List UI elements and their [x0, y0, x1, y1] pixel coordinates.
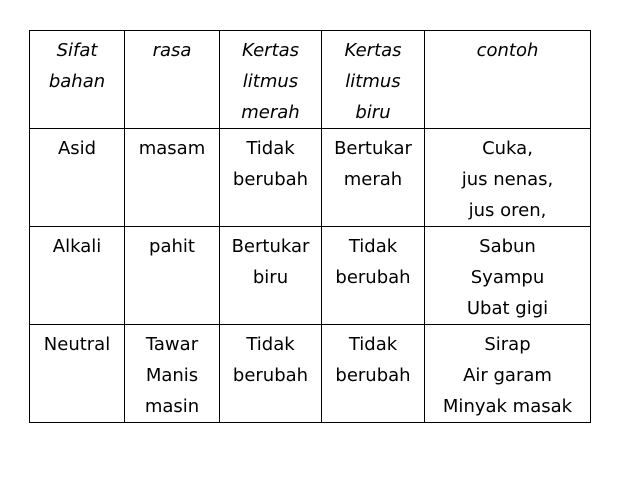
cell-text: masam — [138, 138, 206, 159]
header-text: Kertas — [241, 40, 300, 61]
cell-sifat — [30, 227, 125, 325]
cell-rasa — [125, 227, 220, 325]
cell-text: Tidak — [348, 334, 398, 355]
header-kertas-litmus-merah — [220, 31, 322, 129]
header-text: merah — [241, 102, 300, 123]
cell-litmus-biru — [322, 325, 425, 423]
cell-text: Air garam — [463, 365, 552, 386]
table-row — [30, 227, 591, 325]
cell-text: jus nenas, — [461, 169, 554, 190]
header-text: bahan — [48, 71, 106, 92]
cell-text: masin — [144, 396, 200, 417]
cell-text: Bertukar — [231, 236, 310, 257]
cell-text: Sirap — [484, 334, 531, 355]
cell-text: Alkali — [52, 236, 102, 257]
cell-text: Asid — [57, 138, 97, 159]
cell-litmus-merah — [220, 129, 322, 227]
cell-text: Tidak — [246, 138, 295, 159]
cell-rasa — [125, 129, 220, 227]
cell-text: berubah — [232, 169, 309, 190]
cell-text: berubah — [335, 365, 411, 386]
cell-text: Cuka, — [482, 138, 533, 159]
cell-text: merah — [343, 169, 403, 190]
cell-text: Syampu — [470, 267, 545, 288]
header-text: litmus — [242, 71, 299, 92]
cell-contoh — [425, 227, 591, 325]
cell-text: Bertukar — [334, 138, 412, 159]
header-text: contoh — [476, 40, 539, 61]
header-kertas-litmus-biru — [322, 31, 425, 129]
table-row — [30, 129, 591, 227]
cell-sifat — [30, 325, 125, 423]
cell-text: Minyak masak — [442, 396, 573, 417]
cell-litmus-biru — [322, 129, 425, 227]
cell-text: Sabun — [479, 236, 536, 257]
cell-text: berubah — [232, 365, 309, 386]
cell-rasa — [125, 325, 220, 423]
cell-litmus-merah — [220, 227, 322, 325]
cell-litmus-merah — [220, 325, 322, 423]
cell-text: Tawar — [145, 334, 199, 355]
cell-text: Tidak — [348, 236, 398, 257]
cell-litmus-biru — [322, 227, 425, 325]
header-text: rasa — [152, 40, 192, 61]
properties-table — [29, 30, 591, 423]
cell-text: Tidak — [246, 334, 295, 355]
table-row — [30, 325, 591, 423]
header-text: Sifat — [56, 40, 98, 61]
cell-contoh — [425, 325, 591, 423]
cell-text: Manis — [145, 365, 199, 386]
header-text: litmus — [345, 71, 401, 92]
header-row — [30, 31, 591, 129]
cell-text: Ubat gigi — [466, 298, 549, 319]
cell-sifat — [30, 129, 125, 227]
cell-text: Neutral — [43, 334, 111, 355]
header-contoh — [425, 31, 591, 129]
header-rasa — [125, 31, 220, 129]
header-text: Kertas — [344, 40, 402, 61]
cell-text: berubah — [335, 267, 411, 288]
cell-text: pahit — [149, 236, 195, 257]
cell-text: biru — [252, 267, 289, 288]
header-sifat-bahan — [30, 31, 125, 129]
header-text: biru — [355, 102, 391, 123]
cell-contoh — [425, 129, 591, 227]
cell-text: jus oren, — [468, 200, 547, 221]
